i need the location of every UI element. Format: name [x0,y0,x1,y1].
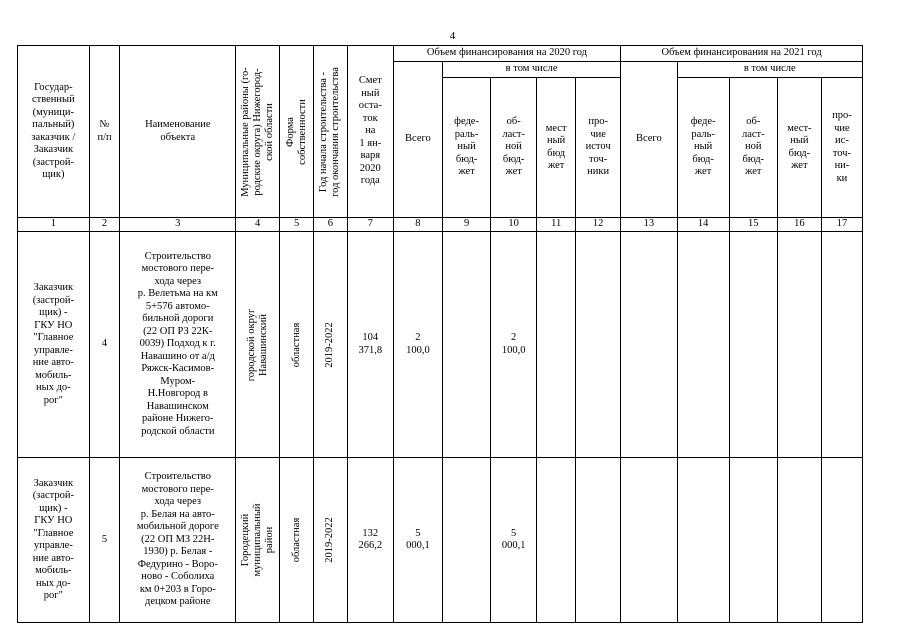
page-number: 4 [449,30,456,42]
row1-total-2021 [621,232,677,458]
row1-years-cell [313,232,347,458]
row2-regional-2020: 5 000,1 [491,458,537,623]
colnum-9: 9 [443,218,491,232]
row1-ownership: областная [290,322,302,367]
header-local-2020: мест ный бюд жет [537,78,576,218]
header-total-2021: Всего [621,62,677,218]
header-including-2020: в том числе [443,62,621,78]
colnum-5: 5 [280,218,314,232]
row1-object: Строительство мостового пере- хода через р. Велетьма на км 5+576 автомо- бильной дороги (22 ОП РЗ 22К- 0039) Подход к г. Навашино от а/д Ряжск-Касимов- Муром- Н.Новгород в Навашинском районе Нижего- родской области [120,232,236,458]
header-years-cell [313,46,347,218]
row2-years: 2019-2022 [324,517,336,563]
row1-federal-2021 [677,232,729,458]
row2-regional-2021 [729,458,777,623]
colnum-11: 11 [537,218,576,232]
row2-federal-2021 [677,458,729,623]
header-row-1 [18,46,863,62]
colnum-6: 6 [313,218,347,232]
column-numbers-row [18,218,863,232]
header-ownership: Форма собственности [284,98,308,165]
table-row [18,458,863,623]
row1-years: 2019-2022 [324,321,336,368]
row2-ownership: областная [290,517,302,563]
header-ownership-cell [280,46,314,218]
header-other-2020: про- чие источ точ- ники [576,78,621,218]
row1-remaining: 104 371,8 [347,232,393,458]
row2-ownership-cell [280,458,314,623]
row2-municipal: Городецкий муниципальный район [239,503,275,577]
row2-remaining: 132 266,2 [347,458,393,623]
colnum-17: 17 [821,218,862,232]
row2-customer: Заказчик (застрой- щик) - ГКУ НО "Главное управле- ние авто- мобиль- ных до- рог" [18,458,90,623]
table-row [18,232,863,458]
row1-total-2020: 2 100,0 [393,232,442,458]
colnum-4: 4 [236,218,280,232]
header-object-name: Наименование объекта [120,46,236,218]
header-fin-2020: Объем финансирования на 2020 год [393,46,620,62]
financing-table [17,45,863,623]
row2-local-2020 [537,458,576,623]
colnum-7: 7 [347,218,393,232]
header-total-2020: Всего [393,62,442,218]
header-years: Год начала строительства - год окончания строительства [318,66,342,197]
row1-ownership-cell [280,232,314,458]
colnum-10: 10 [491,218,537,232]
colnum-14: 14 [677,218,729,232]
row1-customer: Заказчик (застрой- щик) - ГКУ НО "Главное управле- ние авто- мобиль- ных до- рог" [18,232,90,458]
row2-total-2020: 5 000,1 [393,458,442,623]
header-regional-2021: об- ласт- ной бюд- жет [729,78,777,218]
row2-other-2020 [576,458,621,623]
header-customer: Государ- ственный (муници- пальный) заказчик / Заказчик (застрой- щик) [18,46,90,218]
row2-local-2021 [777,458,821,623]
row2-years-cell [313,458,347,623]
row1-local-2021 [777,232,821,458]
header-fin-2021: Объем финансирования на 2021 год [621,46,863,62]
colnum-13: 13 [621,218,677,232]
colnum-12: 12 [576,218,621,232]
header-num: № п/п [89,46,120,218]
row1-other-2021 [821,232,862,458]
row1-num: 4 [89,232,120,458]
row2-object: Строительство мостового пере- хода через р. Белая на авто- мобильной дороге (22 ОП МЗ 22Н- 1930) р. Белая - Федурино - Воро- ново - Соболиха км 0+203 в Горо- децком районе [120,458,236,623]
header-local-2021: мест- ный бюд- жет [777,78,821,218]
colnum-16: 16 [777,218,821,232]
row1-regional-2021 [729,232,777,458]
header-other-2021: про- чие ис- точ- ни- ки [821,78,862,218]
row1-municipal-cell [236,232,280,458]
row1-local-2020 [537,232,576,458]
colnum-8: 8 [393,218,442,232]
row2-num: 5 [89,458,120,623]
row1-municipal: городской округ Навашинский [245,308,269,381]
header-federal-2020: феде- раль- ный бюд- жет [443,78,491,218]
row2-other-2021 [821,458,862,623]
row1-regional-2020: 2 100,0 [491,232,537,458]
row2-municipal-cell [236,458,280,623]
colnum-2: 2 [89,218,120,232]
row2-federal-2020 [443,458,491,623]
row1-other-2020 [576,232,621,458]
header-remaining: Смет ный оста- ток на 1 ян- варя 2020 года [347,46,393,218]
row1-federal-2020 [443,232,491,458]
header-federal-2021: феде- раль- ный бюд- жет [677,78,729,218]
header-regional-2020: об- ласт- ной бюд- жет [491,78,537,218]
colnum-3: 3 [120,218,236,232]
header-municipal-cell [236,46,280,218]
colnum-1: 1 [18,218,90,232]
header-municipal: Муниципальные районы (го- родские округа) Нижегород- ской области [239,66,275,197]
row2-total-2021 [621,458,677,623]
colnum-15: 15 [729,218,777,232]
header-including-2021: в том числе [677,62,863,78]
